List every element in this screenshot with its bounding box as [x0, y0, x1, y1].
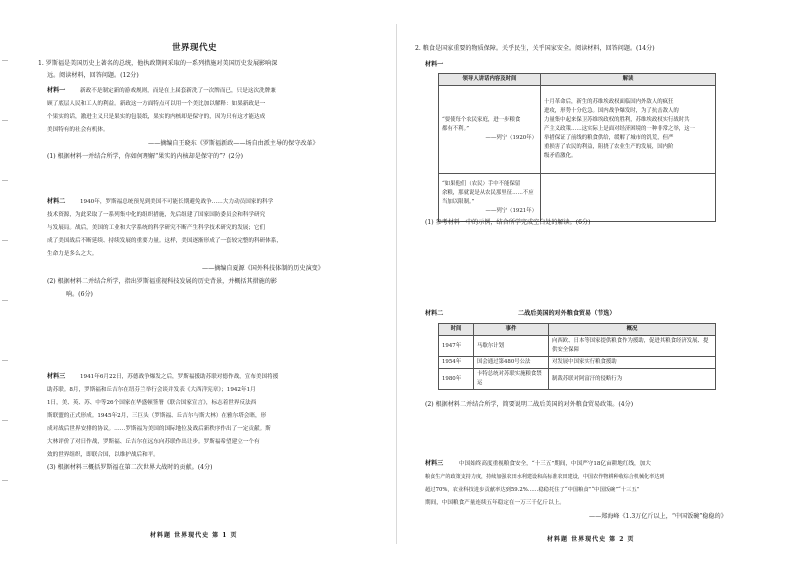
- material-source: ——摘编自王晓东《罗斯福新政——场自由派主导的保守改革》: [148, 140, 319, 147]
- q1-intro-line: 远。阅读材料，回答问题。(12分): [47, 72, 139, 79]
- material-label: 材料二: [425, 310, 444, 317]
- table-row: [439, 369, 716, 390]
- cell-line: 重损害了农民的利益，阻挠了农业生产的发展，国内阶: [544, 144, 674, 150]
- table-row: [439, 357, 716, 369]
- material-text-line: 顾了底层人民和工人的利益。新政这一方面特点可以用一个美比加以解释：如果新政是一: [47, 101, 266, 107]
- table-cell: 马歇尔计划: [474, 336, 549, 357]
- material-text-line: 助苏联。8月，罗斯福和丘吉尔在纽芬兰举行会谈并发表《大西洋宪章》；1942年1月: [47, 387, 256, 393]
- interpretation-cell: [541, 86, 716, 174]
- material-text-line: 1日，美、英、苏、中等26个国家在华盛顿签署《联合国家宣言》，标志着世界反法西: [47, 400, 257, 406]
- material-text-line: 新政不是制定新的游戏规则，而是在上届套新洗了一次牌而已，只是这次洗牌兼: [80, 88, 276, 94]
- table-cell: 制裁苏联对阿富汗的侵略行为: [549, 369, 716, 390]
- material-text-line: 1940年，罗斯福总统预见到美国不可能长期避免战争……大力动员国家的科学: [80, 199, 274, 205]
- material-text-line: 技术资源，为此采取了一系列集中化的组织措施，先后组建了国家国防委员会和科学研究: [47, 212, 266, 218]
- material-text-line: 效的世界组织，即联合国，以维护战后和平。: [47, 452, 159, 458]
- cell-line: 余粮，那就说是从农民那里征……不应: [442, 189, 534, 196]
- table-row: [439, 174, 716, 222]
- grain-trade-table: [438, 323, 716, 390]
- cell-line: “如果他们（农民）手中不能保留: [442, 180, 521, 187]
- cell-line: ——列宁（1921年）: [485, 207, 537, 214]
- cell-line: 力量集中起来保卫苏维埃政权的胜利，苏维埃政权实行战时共: [544, 117, 690, 123]
- material-text-line: 生命力是多么之大。: [47, 251, 98, 257]
- material-text-line: 粮食生产的政策支持力度，持续加强农田水利建设和高标准农田建设，中国农作物耕种收综合机械化率达到: [425, 474, 665, 480]
- cell-line: 产主义政策……这实际上是面对经济困境的一种非常之举，这一: [544, 126, 695, 132]
- table-cell: 卡特总统对苏联实施粮食禁运: [474, 369, 549, 390]
- material-text-line: 中国始终高度重视粮食安全，“十三五”期间，中国严守18亿亩耕地红线，加大: [459, 461, 651, 467]
- cell-line: “要使每个农民家庭，进一步粮食: [442, 117, 521, 123]
- blank-interpretation-cell: [541, 174, 716, 222]
- leader-speech-table: [438, 73, 716, 222]
- question-1-1: (1) 根据材料一并结合所学，你如何理解“果实的内核却是保守的”？(2分): [47, 153, 244, 160]
- question-1-3: (3) 根据材料三概括罗斯福在第二次世界大战时的贡献。(4分): [47, 464, 213, 471]
- table-cell: 1947年: [439, 336, 474, 357]
- table-cell: 向西欧、日本等国家提供粮食作为援助，促进其粮食经济发展、提供安全保障: [549, 336, 716, 357]
- material-text-line: 个果实的话，激进主义只是果实的包装纸，果实的内核却是保守的，因为只有这才能达成: [47, 114, 266, 120]
- table-cell: 对发展中国家实行粮食援助: [549, 357, 716, 369]
- table-header: 解读: [541, 74, 716, 86]
- material-source: ——郑海峰《1.3万亿斤以上，“中国饭碗”稳稳的》: [589, 513, 727, 520]
- material-label: 材料三: [47, 373, 66, 380]
- material-source: ——摘编自夏源《国外科技体制的历史演变》: [202, 265, 324, 272]
- cell-line: 级矛盾激化。: [544, 153, 577, 159]
- material-text-line: 大林评价了对日作战，罗斯福、丘吉尔在远东向苏联作出让步。罗斯福希望建立一个有: [47, 439, 260, 445]
- cell-line: 十月革命后，新生的苏维埃政权面临国内外敌人的疯狂: [544, 99, 674, 105]
- table-header: 领导人讲话内容及时间: [439, 74, 541, 86]
- material-text-line: 超过70%，农业科技进步贡献率达到59.2%……稳稳托住了“中国粮食”“中国饭碗”“十三五”: [425, 487, 640, 493]
- question-1-2: 响。(6分): [66, 291, 93, 298]
- speech-cell: [439, 86, 541, 174]
- material-text-line: 期间，中国粮食产量连续五年稳定在一万三千亿斤以上。: [425, 500, 565, 506]
- page-footer: 材料题 世界现代史 第 2 页: [547, 536, 635, 543]
- table-title: 二战后美国的对外粮食贸易（节选）: [518, 310, 616, 317]
- table-header: 概况: [549, 324, 716, 336]
- question-2-1: (1) 参考材料一中的示例，结合所学完成空白处的解读。(6分): [425, 219, 591, 226]
- material-text-line: 成了美国战后不断延续、持续发展的重要力量。这样，美国逐渐形成了一套较完整的科研体系，: [47, 238, 282, 244]
- q1-intro-line: 1. 罗斯福是美国历史上著名的总统，他执政期间采取的一系列措施对美国历史发展影响深: [38, 60, 278, 67]
- material-text-line: 与发展局。战后，美国的工业和大学系统的科学研究不断产生科学技术研究的发展；它们: [47, 225, 266, 231]
- page-footer: 材料题 世界现代史 第 1 页: [150, 532, 238, 539]
- page-title: 世界现代史: [172, 43, 218, 53]
- q2-intro: 2. 粮食是国家重要的物质保障。关乎民生，关乎国家安全。阅读材料，回答问题。(14分): [415, 45, 655, 52]
- cell-line: 进攻，形势十分危急。国内战争爆发时，为了抗击敌人的: [544, 108, 679, 114]
- material-text-line: 1941年6月22日，苏德战争爆发之后，罗斯福援助苏联对德作战，宣布美国将援: [80, 374, 279, 380]
- material-text-line: 成对战后世界安排的协议。……罗斯福为美国的国际地位及战后新秩序作出了一定贡献。斯: [47, 426, 271, 432]
- question-2-2: (2) 根据材料二并结合所学，简要说明二战后美国的对外粮食贸易政策。(4分): [425, 401, 634, 408]
- table-header: 事件: [474, 324, 549, 336]
- table-row: [439, 336, 716, 357]
- material-text-line: 斯联盟的正式形成。1945年2月，三巨头（罗斯福、丘吉尔与斯大林）在雅尔塔会晤，形: [47, 413, 267, 419]
- table-cell: 1980年: [439, 369, 474, 390]
- table-cell: 国会通过第480号公法: [474, 357, 549, 369]
- question-1-2: (2) 根据材料二并结合所学，指出罗斯福重视科技发展的历史背景，并概括其措施的影: [47, 278, 277, 285]
- cell-line: 举措保证了前线的粮食供给，缓解了城市的饥荒，但严: [544, 135, 674, 141]
- material-text-line: 美国特有的社会有机体。: [47, 127, 109, 133]
- table-row: [439, 86, 716, 174]
- material-label: 材料二: [47, 198, 66, 205]
- material-label: 材料一: [47, 87, 66, 94]
- page-2: [397, 0, 794, 565]
- table-header: 时间: [439, 324, 474, 336]
- material-label: 材料三: [425, 460, 444, 467]
- material-label: 材料一: [425, 61, 444, 68]
- cell-line: 当加以限制。”: [442, 198, 475, 205]
- table-cell: 1954年: [439, 357, 474, 369]
- speech-cell: [439, 174, 541, 222]
- cell-line: 都有不利。”: [442, 126, 470, 132]
- cell-line: ——列宁（1920年）: [485, 135, 537, 141]
